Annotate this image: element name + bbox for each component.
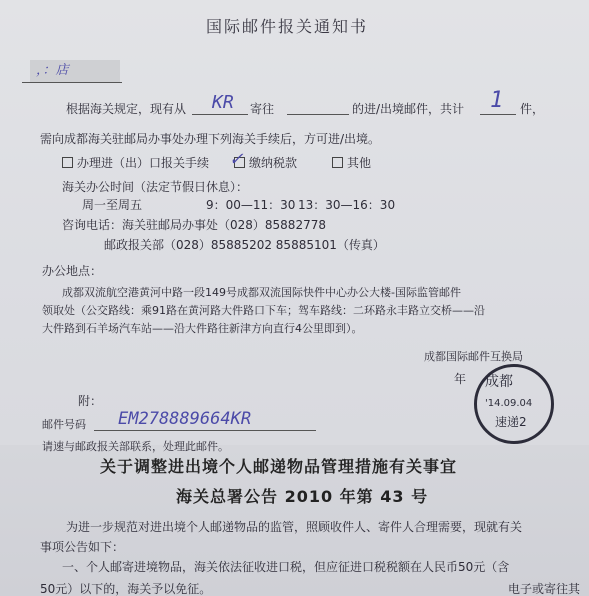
postmark-stamp [474, 364, 554, 444]
announcement-body2: 事项公告如下： [40, 540, 125, 554]
count-line [480, 114, 516, 115]
checkbox-other[interactable] [332, 157, 343, 168]
announcement-body4: 50元）以下的，海关予以免征。 [40, 582, 212, 596]
stamp-bottom: 速递2 [495, 415, 527, 429]
mail-number: EM278889664KR [118, 409, 252, 429]
announcement-number: 海关总署公告 2010 年第 43 号 [176, 487, 429, 506]
line1-c: 的进/出境邮件，共计 [352, 102, 465, 116]
phone-customs: 咨询电话：海关驻邮局办事处（028）85882778 [62, 218, 326, 232]
checkmark-icon: ✓ [230, 146, 243, 170]
option-declare: 办理进（出）口报关手续 [62, 156, 209, 170]
announcement-heading: 关于调整进出境个人邮递物品管理措施有关事宜 [100, 457, 458, 476]
contact-note: 请速与邮政报关部联系，处理此邮件。 [42, 440, 229, 453]
destination-line [287, 114, 349, 115]
address-line3: 大件路到石羊场汽车站——沿大件路往新津方向直行4公里即到）。 [42, 322, 363, 335]
line1-d: 件， [520, 102, 545, 116]
hours-am: 9：00—11：30 [206, 198, 296, 212]
hours-pm: 13：30—16：30 [298, 198, 396, 212]
office-name: 成都国际邮件互换局 [424, 350, 523, 363]
checkbox-declare[interactable] [62, 157, 73, 168]
stamp-top: 成都 [485, 374, 513, 390]
hours-days: 周一至周五 [82, 198, 143, 212]
hours-label: 海关办公时间（法定节假日休息）： [62, 180, 249, 194]
phone-postal: 邮政报关部（028）85885202 85885101（传真） [104, 238, 385, 252]
announcement-tail: 电子或寄往其 [508, 582, 581, 596]
attach-label: 附： [78, 394, 103, 408]
origin-country: KR [212, 92, 234, 113]
option-other: 其他 [332, 156, 371, 170]
option-tax: 缴纳税款 [234, 156, 297, 170]
line1-b: 寄往 [250, 102, 275, 116]
mail-number-line [94, 430, 316, 431]
addressee-suffix: ，：店 [36, 63, 69, 78]
origin-line [192, 114, 248, 115]
announcement-body3: 一、个人邮寄进境物品，海关依法征收进口税，但应征进口税税额在人民币50元（含 [62, 560, 510, 574]
mail-number-label: 邮件号码 [42, 418, 86, 431]
notice-title: 国际邮件报关通知书 [206, 17, 369, 36]
address-line2: 领取处（公交路线：乘91路在黄河路大件路口下车；驾车路线：二环路永丰路立交桥——沿 [42, 304, 485, 317]
announcement-body1: 为进一步规范对进出境个人邮递物品的监管，照顾收件人、寄件人合理需要，现就有关 [66, 520, 523, 534]
line1-a: 根据海关规定，现有从 [66, 102, 187, 116]
address-label: 办公地点： [42, 264, 103, 278]
addressee-line [22, 82, 122, 83]
item-count: 1 [490, 88, 504, 113]
stamp-date: '14.09.04 [485, 398, 533, 409]
address-line1: 成都双流航空港黄河中路一段149号成都双流国际快件中心办公大楼-国际监管邮件 [62, 286, 461, 299]
line2: 需向成都海关驻邮局办事处办理下列海关手续后，方可进/出境。 [40, 132, 381, 146]
year-label: 年 [454, 372, 467, 386]
